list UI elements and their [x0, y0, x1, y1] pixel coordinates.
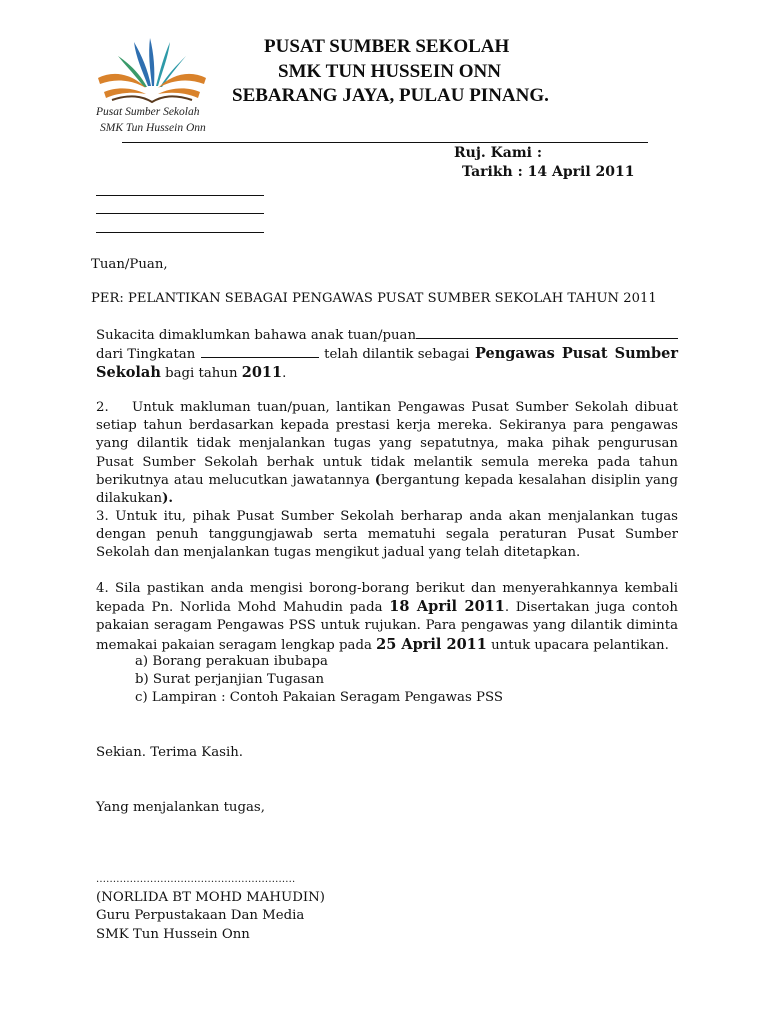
signoff-text: Yang menjalankan tugas,: [96, 800, 265, 815]
header-line2: SMK TUN HUSSEIN ONN: [278, 61, 501, 82]
logo-text-line1: Pusat Sumber Sekolah: [96, 106, 200, 118]
paragraph-1: [96, 326, 678, 384]
paragraph-3: 3. Untuk itu, pihak Pusat Sumber Sekolah berharap anda akan menjalankan tugas dengan penuh tanggungjawab serta mematuhi segala peraturan Pusat Sumber Sekolah dan menjalankan tugas mengikut jadual yang telah ditetapkan.: [96, 509, 678, 561]
p1-role-a: Pengawas Pusat Sumber: [474, 345, 678, 363]
p2-paren-open: (: [374, 472, 382, 488]
address-line-3: [96, 232, 264, 233]
list-item: b) Surat perjanjian Tugasan: [135, 672, 325, 687]
p1-text-e: bagi tahun: [165, 366, 238, 382]
list-item: c) Lampiran : Contoh Pakaian Seragam Pengawas PSS: [135, 690, 503, 705]
p1-text-b: dari Tingkatan: [96, 347, 196, 363]
logo-emblem-icon: [90, 34, 215, 106]
logo-text-line2: SMK Tun Hussein Onn: [100, 122, 206, 134]
p4-text-c: untuk upacara pelantikan.: [491, 637, 669, 653]
signatory-name: (NORLIDA BT MOHD MAHUDIN): [96, 890, 325, 905]
p4-date-1: 18 April 2011: [389, 598, 505, 616]
letter-date: Tarikh : 14 April 2011: [462, 164, 635, 180]
p4-text-a: 4. Sila pastikan anda mengisi borong-borang berikut dan menyerahkannya kembali kepada Pn. Norlida Mohd Mahudin pada: [96, 581, 678, 616]
p1-text-a: Sukacita dimaklumkan bahawa anak tuan/puan: [96, 328, 417, 343]
header-rule: [122, 142, 648, 143]
salutation: Tuan/Puan,: [91, 257, 168, 272]
p2-text: Untuk makluman tuan/puan, lantikan Pengawas Pusat Sumber Sekolah dibuat setiap tahun berdasarkan kepada prestasi kerja mereka. Sekiranya para pengawas yang dilantik tidak menjalankan tugas yang sepatutnya, maka pihak pengurusan Pusat Sumber Sekolah berhak untuk tidak melantik semula mereka pada tahun berikutnya atau melucutkan jawatannya: [96, 400, 678, 488]
paragraph-4: [96, 580, 678, 655]
school-logo: [90, 34, 215, 139]
student-name-blank: [416, 326, 678, 339]
p2-paren-text: bergantung kepada kesalahan disiplin yang dilakukan: [96, 472, 678, 507]
signatory-school: SMK Tun Hussein Onn: [96, 927, 250, 942]
p4-text-b: . Disertakan juga contoh pakaian seragam Pengawas PSS untuk rujukan. Para pengawas yang dilantik diminta memakai pakaian seragam lengkap pada: [96, 600, 678, 653]
p4-date-2: 25 April 2011: [376, 635, 487, 653]
p2-number: 2.: [96, 400, 109, 415]
header-line1: PUSAT SUMBER SEKOLAH: [264, 36, 510, 57]
address-line-1: [96, 195, 264, 196]
closing-text: Sekian. Terima Kasih.: [96, 745, 244, 760]
p1-period: .: [282, 366, 287, 382]
signatory-title: Guru Perpustakaan Dan Media: [96, 908, 305, 923]
paragraph-2: [96, 399, 678, 508]
form-level-blank: [201, 345, 319, 358]
header-line3: SEBARANG JAYA, PULAU PINANG.: [232, 85, 549, 106]
signature-line: ...........................................................: [96, 874, 296, 885]
p1-year: 2011: [241, 364, 283, 382]
p1-role-b: Sekolah: [96, 364, 161, 382]
list-item: a) Borang perakuan ibubapa: [135, 654, 328, 669]
reference-number: Ruj. Kami :: [454, 145, 543, 161]
letter-subject: PER: PELANTIKAN SEBAGAI PENGAWAS PUSAT SUMBER SEKOLAH TAHUN 2011: [91, 291, 657, 306]
p2-paren-close: ).: [162, 491, 174, 507]
address-line-2: [96, 213, 264, 214]
p1-text-c: telah dilantik sebagai: [324, 347, 470, 363]
